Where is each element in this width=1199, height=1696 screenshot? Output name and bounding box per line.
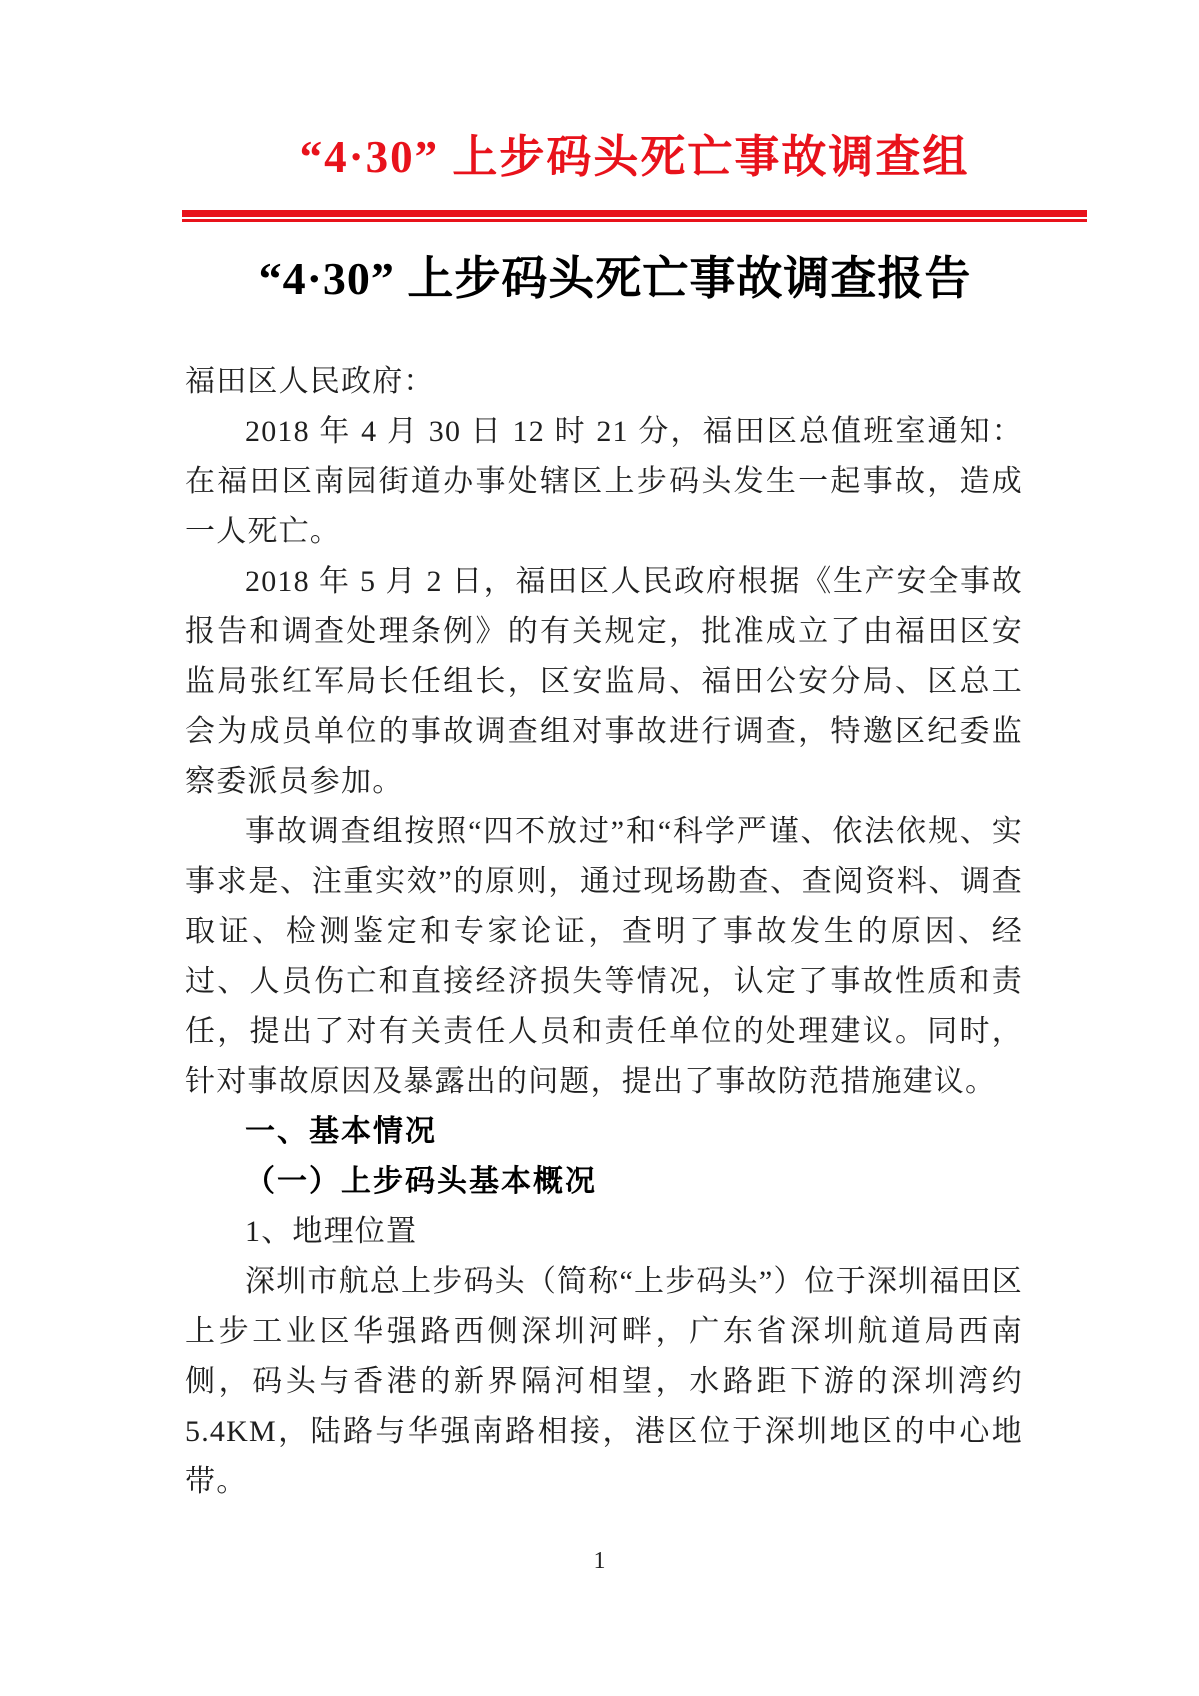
letterhead-rule xyxy=(182,210,1087,222)
paragraph: 事故调查组按照“四不放过”和“科学严谨、依法依规、实事求是、注重实效”的原则，通过现场勘查、查阅资料、调查取证、检测鉴定和专家论证，查明了事故发生的原因、经过、人员伤亡和直接经济损失等情况，认定了事故性质和责任，提出了对有关责任人员和责任单位的处理建议。同时，针对事故原因及暴露出的问题，提出了事故防范措施建议。 xyxy=(185,815,1023,1098)
paragraph: 2018 年 4 月 30 日 12 时 21 分，福田区总值班室通知：在福田区南园街道办事处辖区上步码头发生一起事故，造成一人死亡。 xyxy=(185,415,1023,548)
salutation: 福田区人民政府： xyxy=(185,365,435,398)
letterhead-title: “4·30” 上步码头死亡事故调查组 xyxy=(299,132,970,182)
heading-level-2: （一）上步码头基本概况 xyxy=(245,1165,597,1198)
page-number: 1 xyxy=(593,1548,606,1574)
paragraph: 深圳市航总上步码头（简称“上步码头”）位于深圳福田区上步工业区华强路西侧深圳河畔，广东省深圳航道局西南侧，码头与香港的新界隔河相望，水路距下游的深圳湾约 5.4KM，陆路与华强南路相接，港区位于深圳地区的中心地带。 xyxy=(185,1265,1023,1498)
document-title: “4·30” 上步码头死亡事故调查报告 xyxy=(258,253,972,304)
heading-level-1: 一、基本情况 xyxy=(245,1115,437,1148)
heading-level-3: 1、地理位置 xyxy=(245,1215,418,1248)
paragraph: 2018 年 5 月 2 日，福田区人民政府根据《生产安全事故报告和调查处理条例》的有关规定，批准成立了由福田区安监局张红军局长任组长，区安监局、福田公安分局、区总工会为成员单位的事故调查组对事故进行调查，特邀区纪委监察委派员参加。 xyxy=(185,565,1023,798)
document-body xyxy=(185,357,1023,1507)
